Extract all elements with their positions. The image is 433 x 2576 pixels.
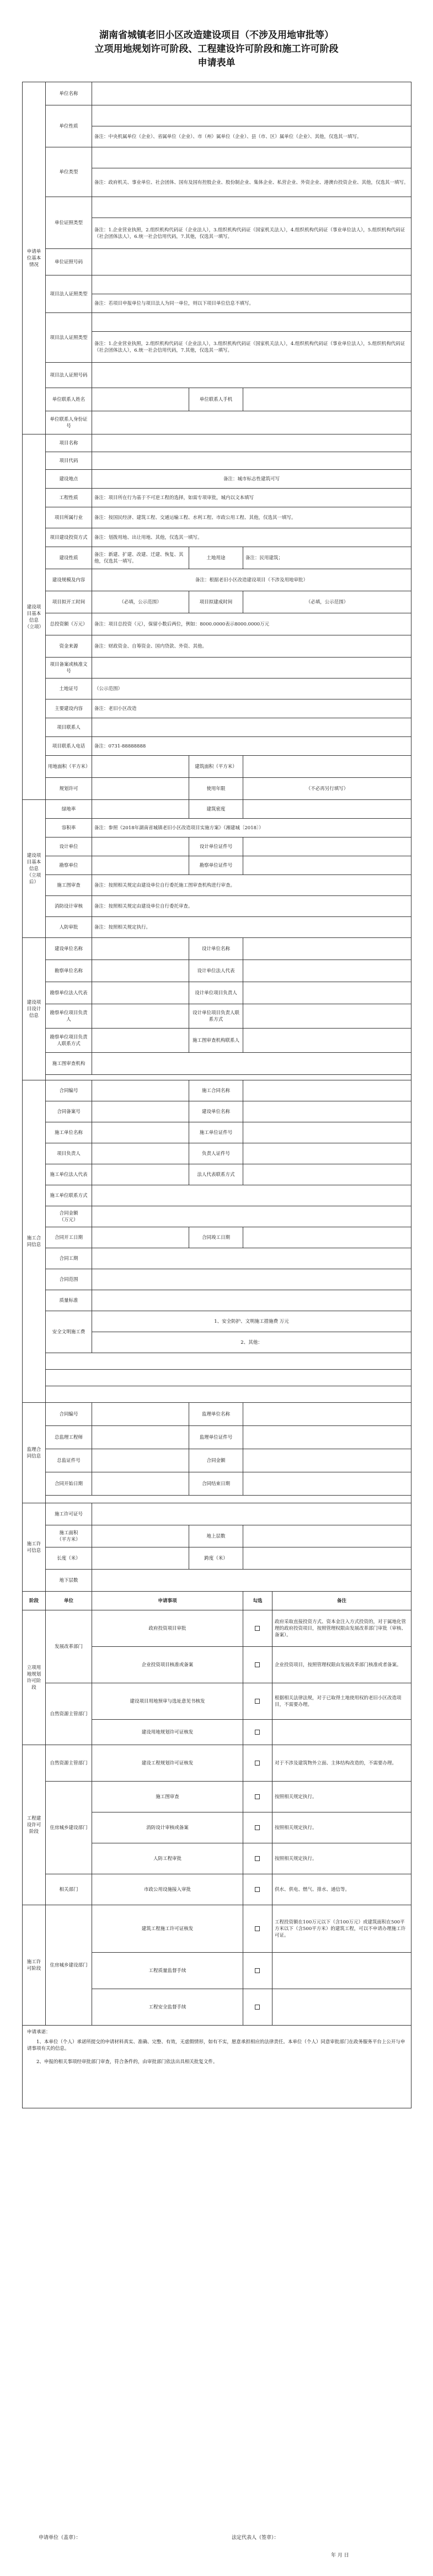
field-contact-id[interactable] [92,411,411,434]
label-length: 长度（米） [46,1547,92,1570]
label-cover: 建筑密度 [189,800,243,819]
label-start: 项目拟开工时间 [46,591,92,613]
label-cons-legal: 施工单位法人代表 [46,1164,92,1185]
field-contract-record[interactable] [92,1101,189,1122]
field-legal-type[interactable] [92,275,411,294]
field-contract-finish[interactable] [243,1227,411,1248]
label-cons-person: 项目负责人 [46,1143,92,1164]
field-applicant-nature[interactable] [92,105,411,126]
label-cons-cert: 施工单位证件号 [189,1122,243,1143]
label-design-legal: 设计单位法人代表 [189,960,243,982]
label-applicant-nature: 单位性质 [46,105,92,147]
field-contract-other[interactable]: 2、其他： [92,1332,411,1353]
field-permit-no[interactable] [92,1503,411,1525]
checkbox-icon[interactable] [255,1856,260,1861]
field-applicant-type[interactable] [92,147,411,168]
label-contract-build: 建设单位名称 [189,1101,243,1122]
field-permit-area[interactable] [92,1525,189,1547]
note-project-type: 备注：项目所在行为基于不可逆工程的选择，如需专项审批，城内以文本填写 [92,489,411,507]
checkbox-icon[interactable] [255,2005,260,2010]
label-contract-start: 合同开工日期 [46,1227,92,1248]
label-design-contact: 设计单位项目负责人联系方式 [189,1004,243,1029]
field-cons-legal-phone[interactable] [243,1164,411,1185]
field-cert-type[interactable] [92,197,411,218]
item-note-8: 供水、供电、燃气、排水、通信等。 [272,1874,411,1905]
note-fire: 备注：按照相关规定由建设单位自行委托审查。 [92,896,411,917]
permit-area-text: 施工面积 [59,1530,78,1536]
field-build-unit[interactable] [92,938,189,960]
label-sup-money: 合同金额 [189,1449,243,1472]
label-applicant-type: 单位类型 [46,147,92,197]
item-name-3: 建设用地规划许可证核发 [92,1720,243,1745]
note-period: （不必再另行填写） [243,778,411,800]
note-land-use: 备注：民用建筑； [243,547,411,569]
checkbox-icon[interactable] [255,1926,260,1931]
label-sup-unit-cert: 监理单位证件号 [189,1426,243,1449]
note-legal-cert-type: 备注：1.企业营业执照，2.组织机构代码证（企业法人），3.组织机构代码证（国家机关法人），4.组织机构代码证（事业单位法人），5.组织机构代码证（社会团体法人），6.统一社会信用代码，7.其他，仅选其一填写。 [92,332,411,363]
field-design-unit-name[interactable] [243,938,411,960]
field-green[interactable] [92,800,189,819]
label-industry: 项目所属行业 [46,507,92,528]
item-note-6: 按照相关规定执行。 [272,1812,411,1843]
label-sup-unit: 监理单位名称 [189,1403,243,1426]
label-finish: 项目拟建成时间 [189,591,243,613]
field-cons-person-cert[interactable] [243,1143,411,1164]
label-contract-record: 合同备案号 [46,1101,92,1122]
field-review-unit[interactable] [92,1053,411,1075]
item-note-0: 政府采取直接投资方式、资本金注入方式投资的，对于属地化管理的政府投资项目，按照管理权限由发展改革部门审批（审核、备案）。 [272,1610,411,1647]
note-cert-type: 备注：1.企业营业执照，2.组织机构代码证（企业法人），3.组织机构代码证（国家机关法人），4.组织机构代码证（事业单位法人），5.组织机构代码证（社会团体法人），6.统一社会信用代码，7.其他，仅选其一填写。 [92,218,411,249]
item-check-6[interactable] [243,1812,272,1843]
note-review: 备注：按照相关规定由建设单位自行委托施工图审查机构进行审查。 [92,875,411,896]
item-note-2: 根据相关法律法规，对于已取得土地使用权的老旧小区改造项目，不需要办理。 [272,1683,411,1720]
label-floors-up: 地上层数 [189,1525,243,1547]
items-stage-a: 立项用地规划许可阶段 [23,1610,46,1745]
sign-legal: 法定代表人（签章）： [232,2535,279,2541]
label-land-use: 土地用途 [189,547,243,569]
field-period[interactable] [92,778,189,800]
label-survey-person: 勘察单位项目负责人 [46,1004,92,1029]
opinion-block [23,2026,411,2108]
label-sup-finish: 合同结束日期 [189,1472,243,1496]
label-contract-safe: 安全文明施工费 [46,1311,92,1353]
checkbox-icon[interactable] [255,1699,260,1704]
field-contract-name[interactable] [243,1080,411,1101]
label-cert-type: 单位证照类型 [46,197,92,249]
checkbox-icon[interactable] [255,1761,260,1766]
item-unit-5: 住房城乡建设部门 [46,1782,92,1874]
label-planning-area: 用地面积（平方米） [46,756,92,778]
section-design: 建设项目设计信息 [23,938,46,1080]
label-contact-id: 单位联系人身份证号 [46,411,92,434]
label-applicant-name: 单位名称 [46,82,92,105]
item-note-5: 按照相关规定执行。 [272,1782,411,1812]
item-note-1: 企业投资项目，按照管理权限由发展改革部门核准或者备案。 [272,1647,411,1683]
spacer-contract-1 [46,1353,411,1370]
label-sup-person-cert: 总监证件号 [46,1449,92,1472]
item-check-7[interactable] [243,1843,272,1874]
item-name-6: 消防设计审核或备案 [92,1812,243,1843]
label-legal-type: 项目法人证照类型 [46,275,92,313]
label-permit-no: 施工许可证号 [46,1503,92,1525]
item-check-10[interactable] [243,1953,272,1989]
label-contract-scope: 合同范围 [46,1269,92,1290]
label-project-contact: 项目联系人 [46,718,92,737]
field-contract-period[interactable] [92,1248,411,1269]
label-design-cert: 设计单位证件号 [189,838,243,856]
item-note-10 [272,1953,411,1989]
field-survey-unit-name[interactable] [92,960,189,982]
label-cons-phone: 施工单位联系方式 [46,1185,92,1206]
note-finish: （必填，公示范围） [243,591,411,613]
field-applicant-name[interactable] [92,82,411,105]
item-check-8[interactable] [243,1874,272,1905]
label-cert-no: 单位证照号码 [46,249,92,275]
opinion-text-2: 2、申报的相关事项经审批部门审查，符合条件的，由审批部门依法出具相关批复文件。 [36,2059,218,2065]
label-contract-period: 合同工期 [46,1248,92,1269]
title-line-2: 立项用地规划许可阶段、工程建设许可阶段和施工许可阶段 [94,44,339,55]
section-supervision: 监理合同信息 [23,1403,46,1503]
checkbox-icon[interactable] [255,1887,260,1892]
field-planning-area[interactable] [92,756,189,778]
field-design-person[interactable] [243,982,411,1004]
field-design-cert[interactable] [243,838,411,856]
checkbox-icon[interactable] [255,1730,260,1735]
item-check-4[interactable] [243,1745,272,1782]
field-survey-person[interactable] [92,1004,189,1029]
label-cons-person-cert: 负责人证件号 [189,1143,243,1164]
application-form-table [22,82,411,2108]
field-legal-cert-type[interactable] [92,313,411,332]
label-design-unit: 设计单位 [46,838,92,856]
field-cons-cert[interactable] [243,1122,411,1143]
label-contact: 单位联系人姓名 [46,388,92,411]
field-cons-phone[interactable] [92,1185,411,1206]
field-length[interactable] [92,1547,189,1570]
label-floors-down: 地下层数 [46,1570,92,1592]
label-build-unit: 建设单位名称 [46,938,92,960]
label-project-phone: 项目联系人电话 [46,737,92,756]
item-note-3 [272,1720,411,1745]
contract-money-text: 合同金额 [59,1210,78,1216]
field-contract-build[interactable] [243,1101,411,1122]
note-content: 备注：老旧小区改造 [92,699,411,718]
field-cons-unit[interactable] [92,1122,189,1143]
note-project-phone: 备注：0731-88888888 [92,737,411,756]
note-invest-total: 备注：项目总投资（元），保留小数后两位，例如：8000.0000表示8000.0000万元 [92,613,411,635]
item-unit-0: 发展改革部门 [46,1610,92,1683]
item-check-3[interactable] [243,1720,272,1745]
checkbox-icon[interactable] [255,1794,260,1799]
item-check-5[interactable] [243,1782,272,1812]
label-land-no: 土地证号 [46,679,92,699]
note-applicant-type: 备注：政府机关、事业单位、社会团体、国有及国有控股企业、股份制企业、集体企业、私营企业、外资企业、港澳台投资企业、其他，仅选其一填写。 [92,168,411,197]
label-nature: 建设性质 [46,547,92,569]
item-name-0: 政府投资项目审批 [92,1610,243,1647]
item-name-9: 建筑工程施工许可证核发 [92,1905,243,1953]
spacer-contract-2 [46,1370,411,1386]
label-review-contact: 施工图审查机构联系人 [189,1029,243,1053]
section-applicant: 申请单位基本情况 [23,82,46,434]
label-span: 跨度（米） [189,1547,243,1570]
opinion-label: 申请承诺： [27,2029,51,2035]
label-plan-no: 项目备案或核准文号 [46,658,92,679]
note-land-no: （公示范围） [92,679,411,699]
field-legal-cert-no[interactable] [92,363,411,388]
field-plan-no[interactable] [92,658,411,679]
checkbox-icon[interactable] [255,1662,260,1667]
field-contract-quality[interactable] [92,1290,411,1311]
permit-area-unit: （平方米） [57,1536,81,1543]
sign-applicant: 申请单位（盖章）： [39,2535,81,2541]
label-survey-legal: 勘察单位法人代表 [46,982,92,1004]
item-name-10: 工程质量监督手续 [92,1953,243,1989]
field-cert-no[interactable] [92,249,411,275]
item-note-7: 按照相关规定执行。 [272,1843,411,1874]
field-contract-safe[interactable]: 1、安全防护、文明施工措施费 万元 [92,1311,411,1332]
label-invest-total: 总投资额（万元） [46,613,92,635]
label-building-area: 建筑面积（平方米） [189,756,243,778]
field-sup-unit[interactable] [243,1403,411,1426]
label-contract-name: 施工合同名称 [189,1080,243,1101]
label-cons-legal-phone: 法人代表联系方式 [189,1164,243,1185]
field-floors-down[interactable] [92,1570,411,1592]
note-fund: 备注：财政资金、自筹资金、国内贷款、外资、其他。 [92,635,411,658]
items-stage-b: 工程建设许可阶段 [23,1745,46,1905]
note-investment: 备注：划拨用地、出让用地、其他，仅选其一填写。 [92,528,411,547]
item-name-7: 人防工程审批 [92,1843,243,1874]
field-sup-unit-cert[interactable] [243,1426,411,1449]
item-name-11: 工程安全监督手续 [92,1989,243,2026]
title-line-3: 申请表单 [197,57,236,68]
label-contract-no: 合同编号 [46,1080,92,1101]
items-header-check: 勾选 [243,1592,272,1610]
label-survey-cert: 勘察单位证件号 [189,856,243,875]
items-stage-c: 施工许可阶段 [23,1905,46,2026]
field-sup-no[interactable] [92,1403,189,1426]
field-sup-start[interactable] [92,1472,189,1496]
field-project-contact[interactable] [92,718,411,737]
item-name-4: 建设工程规划许可证核发 [92,1745,243,1782]
sign-date: 年 月 日 [331,2553,349,2558]
field-project-code[interactable] [92,452,411,470]
field-survey-legal[interactable] [92,982,189,1004]
contract-money-unit: （万元） [59,1217,78,1223]
field-cover[interactable] [243,800,411,819]
label-sup-no: 合同编号 [46,1403,92,1426]
item-note-11 [272,1989,411,2026]
item-note-4: 对于不涉及建筑物外立面、主体结构改造的，不需要办理。 [272,1745,411,1782]
label-scale: 建设规模及内容 [46,569,92,591]
label-review-unit: 施工图审查机构 [46,1053,92,1075]
section-permit: 施工许可信息 [23,1503,46,1592]
label-review: 施工图审查 [46,875,92,896]
field-span[interactable] [243,1547,411,1570]
label-investment: 项目建设投资方式 [46,528,92,547]
label-air: 人防审批 [46,917,92,938]
item-check-2[interactable] [243,1683,272,1720]
label-contract-finish: 合同竣工日期 [189,1227,243,1248]
label-content: 主要建设内容 [46,699,92,718]
field-building-area[interactable] [243,756,411,778]
field-cons-legal[interactable] [92,1164,189,1185]
section-planning: 建设项目基本信息（立项后） [23,800,46,938]
note-scale: 备注：根据老旧小区改造建设项目（不涉及用地审批） [92,569,411,591]
field-contract-no[interactable] [92,1080,189,1101]
label-legal-cert-no: 项目法人证照号码 [46,363,92,388]
spacer-design [46,1075,411,1080]
label-location: 建设地点 [46,470,92,489]
item-name-5: 施工图审查 [92,1782,243,1812]
label-design-person: 设计单位项目负责人 [189,982,243,1004]
label-period: 规划许可 [46,778,92,800]
note-applicant-nature: 备注：中央机属单位（企业）、省属单位（企业）、市（州）属单位（企业）、县（市、区）属单位（企业）、其他，仅选其一填写。 [92,126,411,147]
item-check-11[interactable] [243,1989,272,2026]
field-project-name[interactable] [92,434,411,452]
label-survey-unit: 勘察单位 [46,856,92,875]
label-project-type: 工程性质 [46,489,92,507]
items-header-unit: 单位 [46,1592,92,1610]
note-nature: 备注：新建、扩建、改建、迁建、恢复、其他，仅选其一填写。 [92,547,189,569]
field-contract-start[interactable] [92,1227,189,1248]
field-design-unit[interactable] [92,838,189,856]
note-legal: 备注：若项目申报单位与项目法人为同一单位，则以下项目单位信息不填写。 [92,294,411,313]
label-volume: 容积率 [46,819,92,838]
field-sup-person[interactable] [92,1426,189,1449]
label-permit-area [46,1525,92,1547]
item-check-1[interactable] [243,1647,272,1683]
section-contract: 施工合同信息 [23,1080,46,1403]
note-air: 备注：按照相关规定执行。 [92,917,411,938]
label-sup-start: 合同开始日期 [46,1472,92,1496]
checkbox-icon[interactable] [255,1626,260,1631]
label-cons-unit: 施工单位名称 [46,1122,92,1143]
field-floors-up[interactable] [243,1525,411,1547]
note-start: （必填，公示范围） [92,591,189,613]
item-check-9[interactable] [243,1905,272,1953]
label-sup-person: 总监理工程师 [46,1426,92,1449]
label-contract-money [46,1206,92,1227]
item-name-2: 建设项目用地预审与选址意见书核发 [92,1683,243,1720]
items-header-item: 申请事项 [92,1592,243,1610]
label-survey-contact: 勘察单位项目负责人联系方式 [46,1029,92,1053]
field-sup-money[interactable] [243,1449,411,1472]
label-contract-quality: 质量标准 [46,1290,92,1311]
label-green: 绿地率 [46,800,92,819]
items-header-note: 备注 [272,1592,411,1610]
field-sup-finish[interactable] [243,1472,411,1496]
items-header-stage: 阶段 [23,1592,46,1610]
field-design-contact[interactable] [243,1004,411,1029]
note-location: 备注：城市标志性建筑可写 [92,470,411,489]
label-survey-unit-name: 勘察单位名称 [46,960,92,982]
item-unit-4: 自然资源主管部门 [46,1745,92,1782]
field-contact[interactable] [92,388,189,411]
item-unit-8: 相关部门 [46,1874,92,1905]
item-name-8: 市政公用设施接入审批 [92,1874,243,1905]
item-unit-9: 住房城乡建设部门 [46,1905,92,2026]
item-name-1: 企业投资项目核准或备案 [92,1647,243,1683]
field-survey-contact[interactable] [92,1029,189,1053]
label-legal-cert-type: 项目法人证照类型 [46,313,92,363]
label-use-years: 使用年限 [189,778,243,800]
field-review-contact[interactable] [243,1029,411,1053]
label-fund: 资金来源 [46,635,92,658]
label-fire: 消防设计审核 [46,896,92,917]
label-contact-phone: 单位联系人手机 [189,388,243,411]
item-check-0[interactable] [243,1610,272,1647]
section-project: 建设项目基本信息（立项） [23,434,46,800]
note-industry: 备注：按国民经济、建筑工程、交通运输工程、水利工程、市政公用工程、其他，仅选其一填写。 [92,507,411,528]
item-unit-2: 自然资源主管部门 [46,1683,92,1745]
checkbox-icon[interactable] [255,1968,260,1973]
field-contract-money[interactable] [92,1206,411,1227]
field-survey-unit[interactable] [92,856,189,875]
opinion-text-1: 1、本单位（个人）承诺所提交的申请材料真实、准确、完整、有效，无虚假情形，如有不实，愿意承担相应的法律责任。本单位（个人）同意审批部门在政务服务平台上公开与申请事项有关的信息。 [27,2039,405,2052]
spacer-contract-3 [46,1386,411,1403]
label-design-unit-name: 设计单位名称 [189,938,243,960]
field-contact-phone[interactable] [243,388,411,411]
checkbox-icon[interactable] [255,1825,260,1830]
spacer-supervision [46,1496,411,1503]
field-cons-person[interactable] [92,1143,189,1164]
item-note-9: 工程投资额在100万元以下（含100万元）或建筑面积在500平方米以下（含500平方米）的建筑工程，可以不申请办理施工许可证。 [272,1905,411,1953]
field-sup-person-cert[interactable] [92,1449,189,1472]
label-project-code: 项目代码 [46,452,92,470]
field-design-legal[interactable] [243,960,411,982]
field-survey-cert[interactable] [243,856,411,875]
form-title [22,29,411,70]
note-planning: 备注：参照《2018年湖南省城镇老旧小区改造项目实施方案》（湘建城〔2018〕） [92,819,411,838]
field-contract-scope[interactable] [92,1269,411,1290]
title-line-1: 湖南省城镇老旧小区改造建设项目（不涉及用地审批等） [99,30,334,41]
label-project-name: 项目名称 [46,434,92,452]
